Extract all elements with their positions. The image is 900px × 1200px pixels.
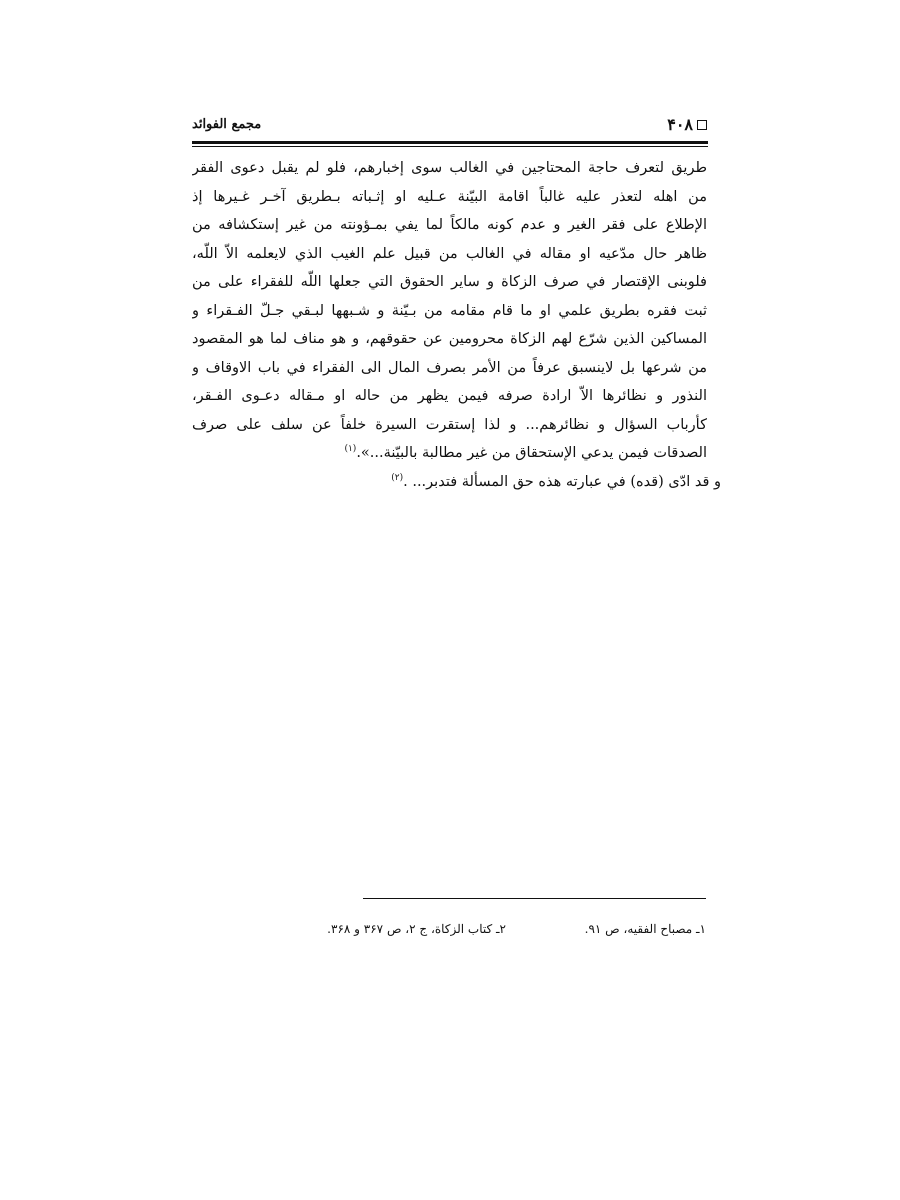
page-number: ۴۰۸: [667, 115, 693, 134]
quote-end: الصدقات فيمن يدعي الإستحقاق من غير مطالبة بالبيّنة...».: [356, 445, 707, 461]
square-icon: [697, 120, 707, 130]
footnote-2: ۲ـ كتاب الزكاة، ج ۲، ص ۳۶۷ و ۳۶۸.: [327, 922, 506, 936]
main-text: [192, 154, 721, 496]
text-line: المساكين الذين شرّع لهم الزكاة محرومين عن حقوقهم، و هو مناف لما هو المقصود: [192, 331, 707, 347]
running-title: مجمع الفوائد: [192, 117, 262, 132]
footnote-1: ۱ـ مصباح الفقيه، ص ۹۱.: [584, 922, 706, 936]
footnote-ref-2: (۲): [391, 472, 404, 483]
text-line-last: [192, 439, 707, 468]
footnote-separator: [363, 898, 706, 899]
text-line: من شرعها بل لاينسبق عرفاً من الأمر بصرف المال الى الفقراء في باب الاوقاف و: [192, 359, 707, 376]
header-rule-thick: [192, 141, 708, 144]
text-line: ثبت فقره بطريق علمي او ما قام مقامه من بـيّنة و شـبهها لبـقي جـلّ الفـقراء و: [192, 302, 707, 319]
text-line: ظاهر حال مدّعيه او مقاله في الغالب من قبيل علم الغيب الذي لايعلمه الاّ اللّه،: [192, 245, 707, 262]
text-line: الإطلاع على فقر الغير و عدم كونه مالكاً لما يفي بمـؤونته من غير إستكشافه من: [192, 217, 707, 233]
footnote-ref-1: (۱): [344, 444, 357, 455]
page-header: [192, 114, 707, 136]
header-rule-thin: [192, 146, 708, 147]
text-line: طريق لتعرف حاجة المحتاجين في الغالب سوى إخبارهم، فلو لم يقبل دعوى الفقر: [192, 160, 707, 176]
closing-remark: و قد ادّى (قده) في عبارته هذه حق المسألة فتدبر... .: [403, 473, 721, 490]
text-line: فلوبنى الإقتصار في صرف الزكاة و ساير الحقوق التي جعلها اللّه للفقراء على من: [192, 274, 707, 290]
footnotes: [240, 918, 706, 940]
text-line: النذور و نظائرها الاّ ارادة صرفه فيمن يظهر من حاله او مـقاله دعـوى الفـقر،: [192, 388, 707, 404]
text-line: من اهله لتعذر عليه غالباً اقامة البيّنة عـليه او إثـباته بـطريق آخـر غـيرها إذ: [192, 188, 707, 205]
text-line-outdent: [192, 468, 721, 497]
header-page-number: [667, 114, 707, 136]
text-line: كأرباب السؤال و نظائرهم... و لذا إستقرت السيرة خلفاً عن سلف على صرف: [192, 416, 707, 433]
